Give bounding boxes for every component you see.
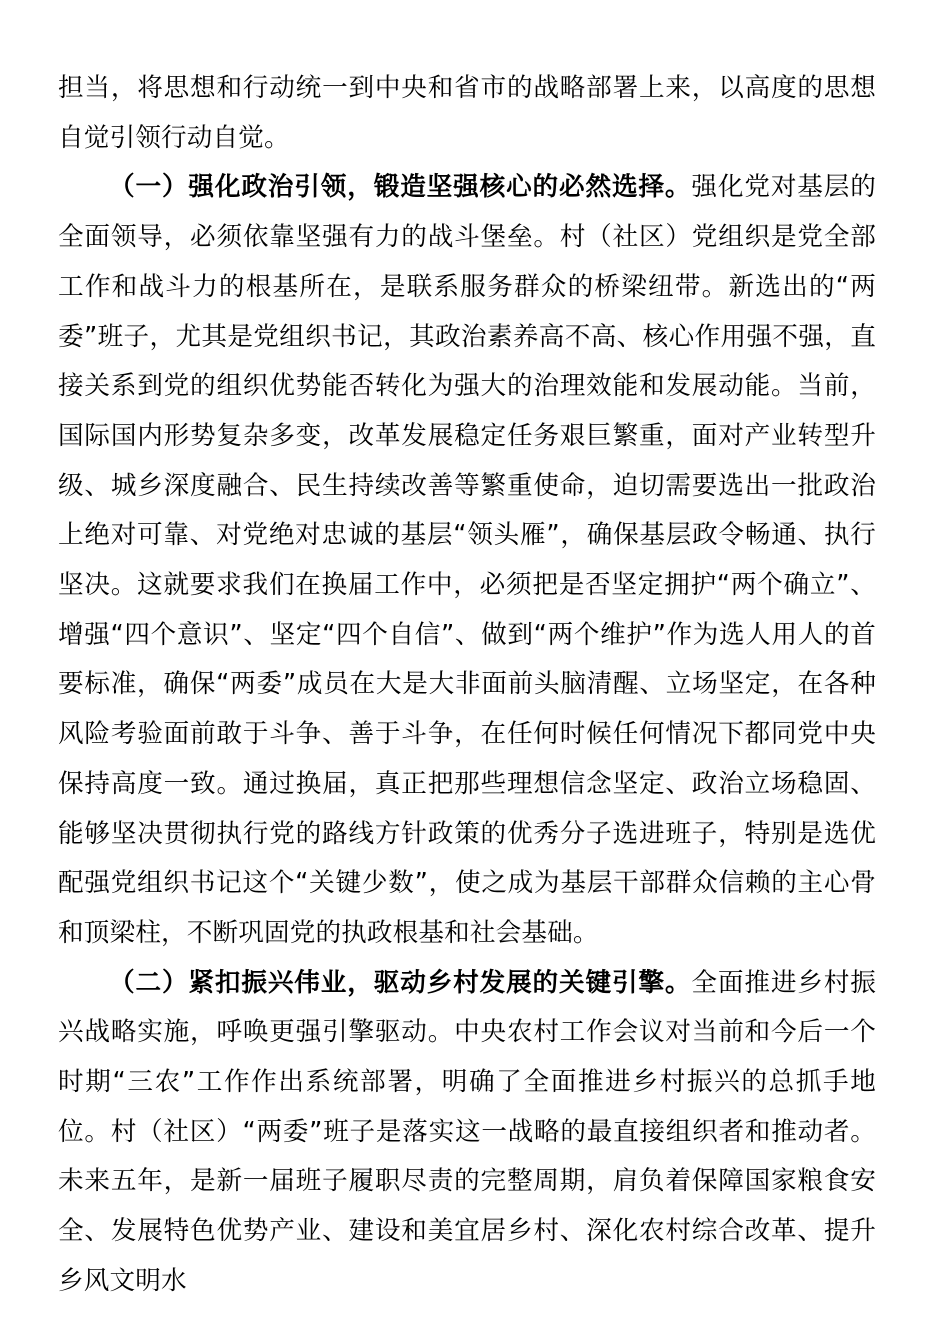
paragraph-text: 担当，将思想和行动统一到中央和省市的战略部署上来，以高度的思想自觉引领行动自觉。 (58, 73, 876, 153)
paragraph-intro-continuation (58, 64, 876, 163)
section-heading-two: （二）紧扣振兴伟业，驱动乡村发展的关键引擎。 (109, 967, 692, 998)
paragraph-section-two (58, 959, 876, 1307)
document-page (58, 64, 876, 1307)
paragraph-section-one (58, 163, 876, 958)
paragraph-text: 全面推进乡村振兴战略实施，呼唤更强引擎驱动。中央农村工作会议对当前和今后一个时期“三农”工作作出系统部署，明确了全面推进乡村振兴的总抓手地位。村（社区）“两委”班子是落实这一战略的最直接组织者和推动者。未来五年，是新一届班子履职尽责的完整周期，肩负着保障国家粮食安全、发展特色优势产业、建设和美宜居乡村、深化农村综合改革、提升乡风文明水 (58, 967, 876, 1296)
paragraph-text: 强化党对基层的全面领导，必须依靠坚强有力的战斗堡垒。村（社区）党组织是党全部工作和战斗力的根基所在，是联系服务群众的桥梁纽带。新选出的“两委”班子，尤其是党组织书记，其政治素养高不高、核心作用强不强，直接关系到党的组织优势能否转化为强大的治理效能和发展动能。当前，国际国内形势复杂多变，改革发展稳定任务艰巨繁重，面对产业转型升级、城乡深度融合、民生持续改善等繁重使命，迫切需要选出一批政治上绝对可靠、对党绝对忠诚的基层“领头雁”，确保基层政令畅通、执行坚决。这就要求我们在换届工作中，必须把是否坚定拥护“两个确立”、增强“四个意识”、坚定“四个自信”、做到“两个维护”作为选人用人的首要标准，确保“两委”成员在大是大非面前头脑清醒、立场坚定，在各种风险考验面前敢于斗争、善于斗争，在任何时候任何情况下都同党中央保持高度一致。通过换届，真正把那些理想信念坚定、政治立场稳固、能够坚决贯彻执行党的路线方针政策的优秀分子选进班子，特别是选优配强党组织书记这个“关键少数”，使之成为基层干部群众信赖的主心骨和顶梁柱，不断巩固党的执政根基和社会基础。 (58, 172, 876, 948)
section-heading-one: （一）强化政治引领，锻造坚强核心的必然选择。 (109, 172, 692, 203)
